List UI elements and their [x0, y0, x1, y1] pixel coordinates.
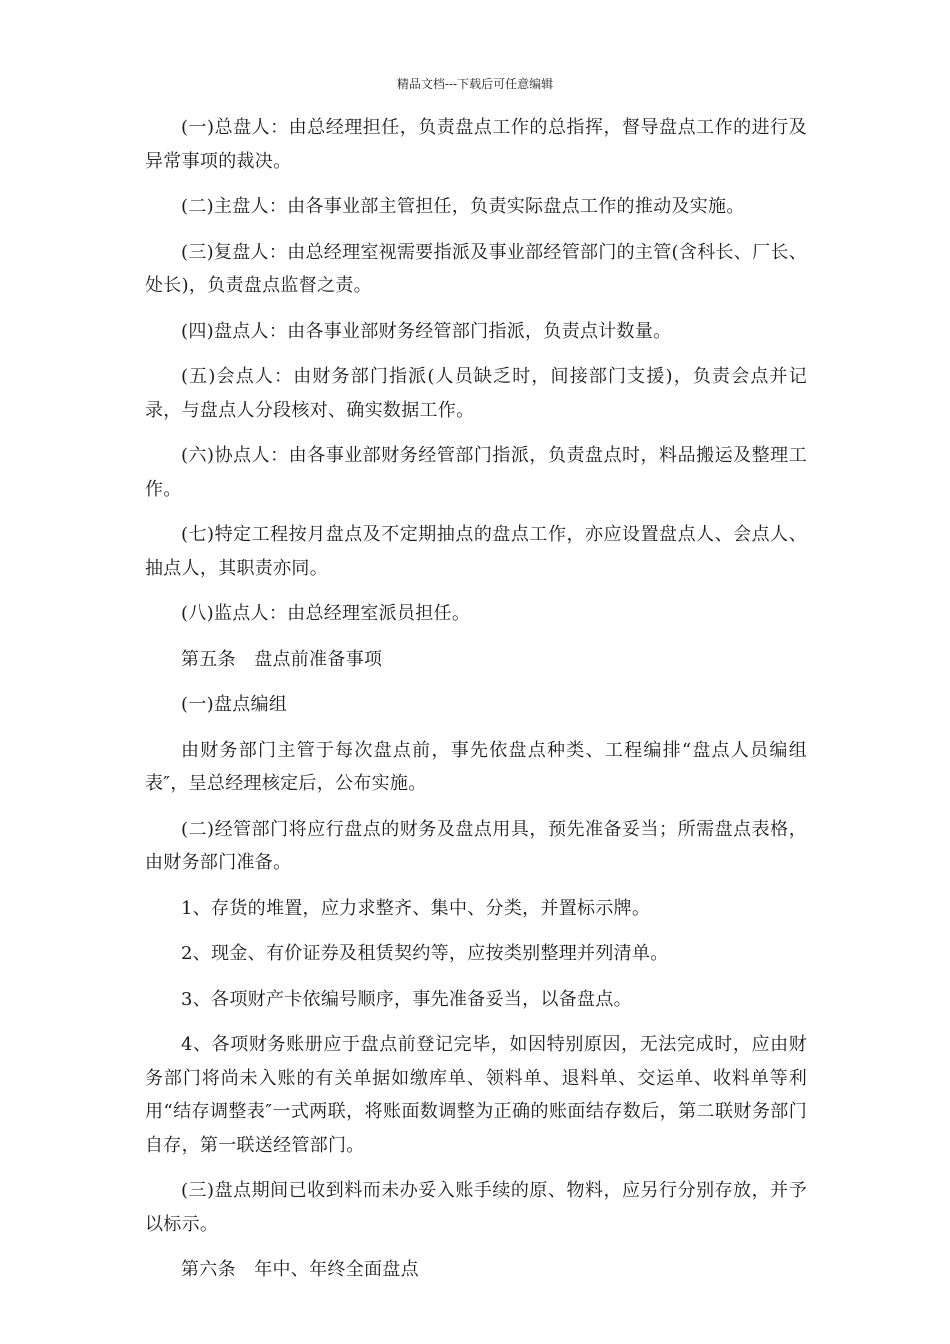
paragraph-general-counter: (一)总盘人：由总经理担任，负责盘点工作的总指挥，督导盘点工作的进行及异常事项的裁决。: [145, 117, 807, 172]
paragraph-supervisor: (八)监点人：由总经理室派员担任。: [181, 603, 471, 624]
paragraph-counter: (四)盘点人：由各事业部财务经管部门指派，负责点计数量。: [181, 320, 672, 342]
paragraph-preparation: (二)经管部门将应行盘点的财务及盘点用具，预先准备妥当；所需盘点表格，由财务部门准备。: [145, 818, 807, 873]
paragraph-main-counter: (二)主盘人：由各事业部主管担任，负责实际盘点工作的推动及实施。: [181, 196, 745, 217]
paragraph-special-projects: (七)特定工程按月盘点及不定期抽点的盘点工作，亦应设置盘点人、会点人、抽点人，其职责亦同。: [145, 524, 807, 579]
paragraph-recount: (三)复盘人：由总经理室视需要指派及事业部经管部门的主管(含科长、厂长、处长)，负责盘点监督之责。: [145, 241, 807, 296]
section-heading-article-6: 第六条 年中、年终全面盘点: [181, 1259, 419, 1280]
page-header: 精品文档---下载后可任意编辑: [396, 77, 554, 91]
list-item-4: 4、各项财务账册应于盘点前登记完毕，如因特别原因，无法完成时，应由财务部门将尚未入账的有关单据如缴库单、领料单、退料单、交运单、收料单等利用“结存调整表″一式两联，将账面数调整为正确的账面结存数后，第二联财务部门自存，第一联送经管部门。: [145, 1034, 807, 1156]
paragraph-joint-counter: (五)会点人：由财务部门指派(人员缺乏时，间接部门支援)，负责会点并记录，与盘点人分段核对、确实数据工作。: [145, 366, 807, 421]
subheading-grouping: (一)盘点编组: [181, 694, 288, 715]
section-heading-article-5: 第五条 盘点前准备事项: [181, 648, 383, 670]
list-item-3: 3、各项财产卡依编号顺序，事先准备妥当，以备盘点。: [181, 988, 632, 1010]
document-body: [145, 111, 807, 1299]
paragraph-grouping-detail: 由财务部门主管于每次盘点前，事先依盘点种类、工程编排“盘点人员编组表″，呈总经理核定后，公布实施。: [145, 739, 807, 794]
paragraph-received-materials: (三)盘点期间已收到料而未办妥入账手续的原、物料，应另行分别存放，并予以标示。: [145, 1180, 807, 1235]
paragraph-assistant: (六)协点人：由各事业部财务经管部门指派，负责盘点时，料品搬运及整理工作。: [145, 445, 807, 500]
list-item-2: 2、现金、有价证券及租赁契约等，应按类别整理并列清单。: [181, 943, 669, 964]
list-item-1: 1、存货的堆置，应力求整齐、集中、分类，并置标示牌。: [181, 897, 651, 919]
